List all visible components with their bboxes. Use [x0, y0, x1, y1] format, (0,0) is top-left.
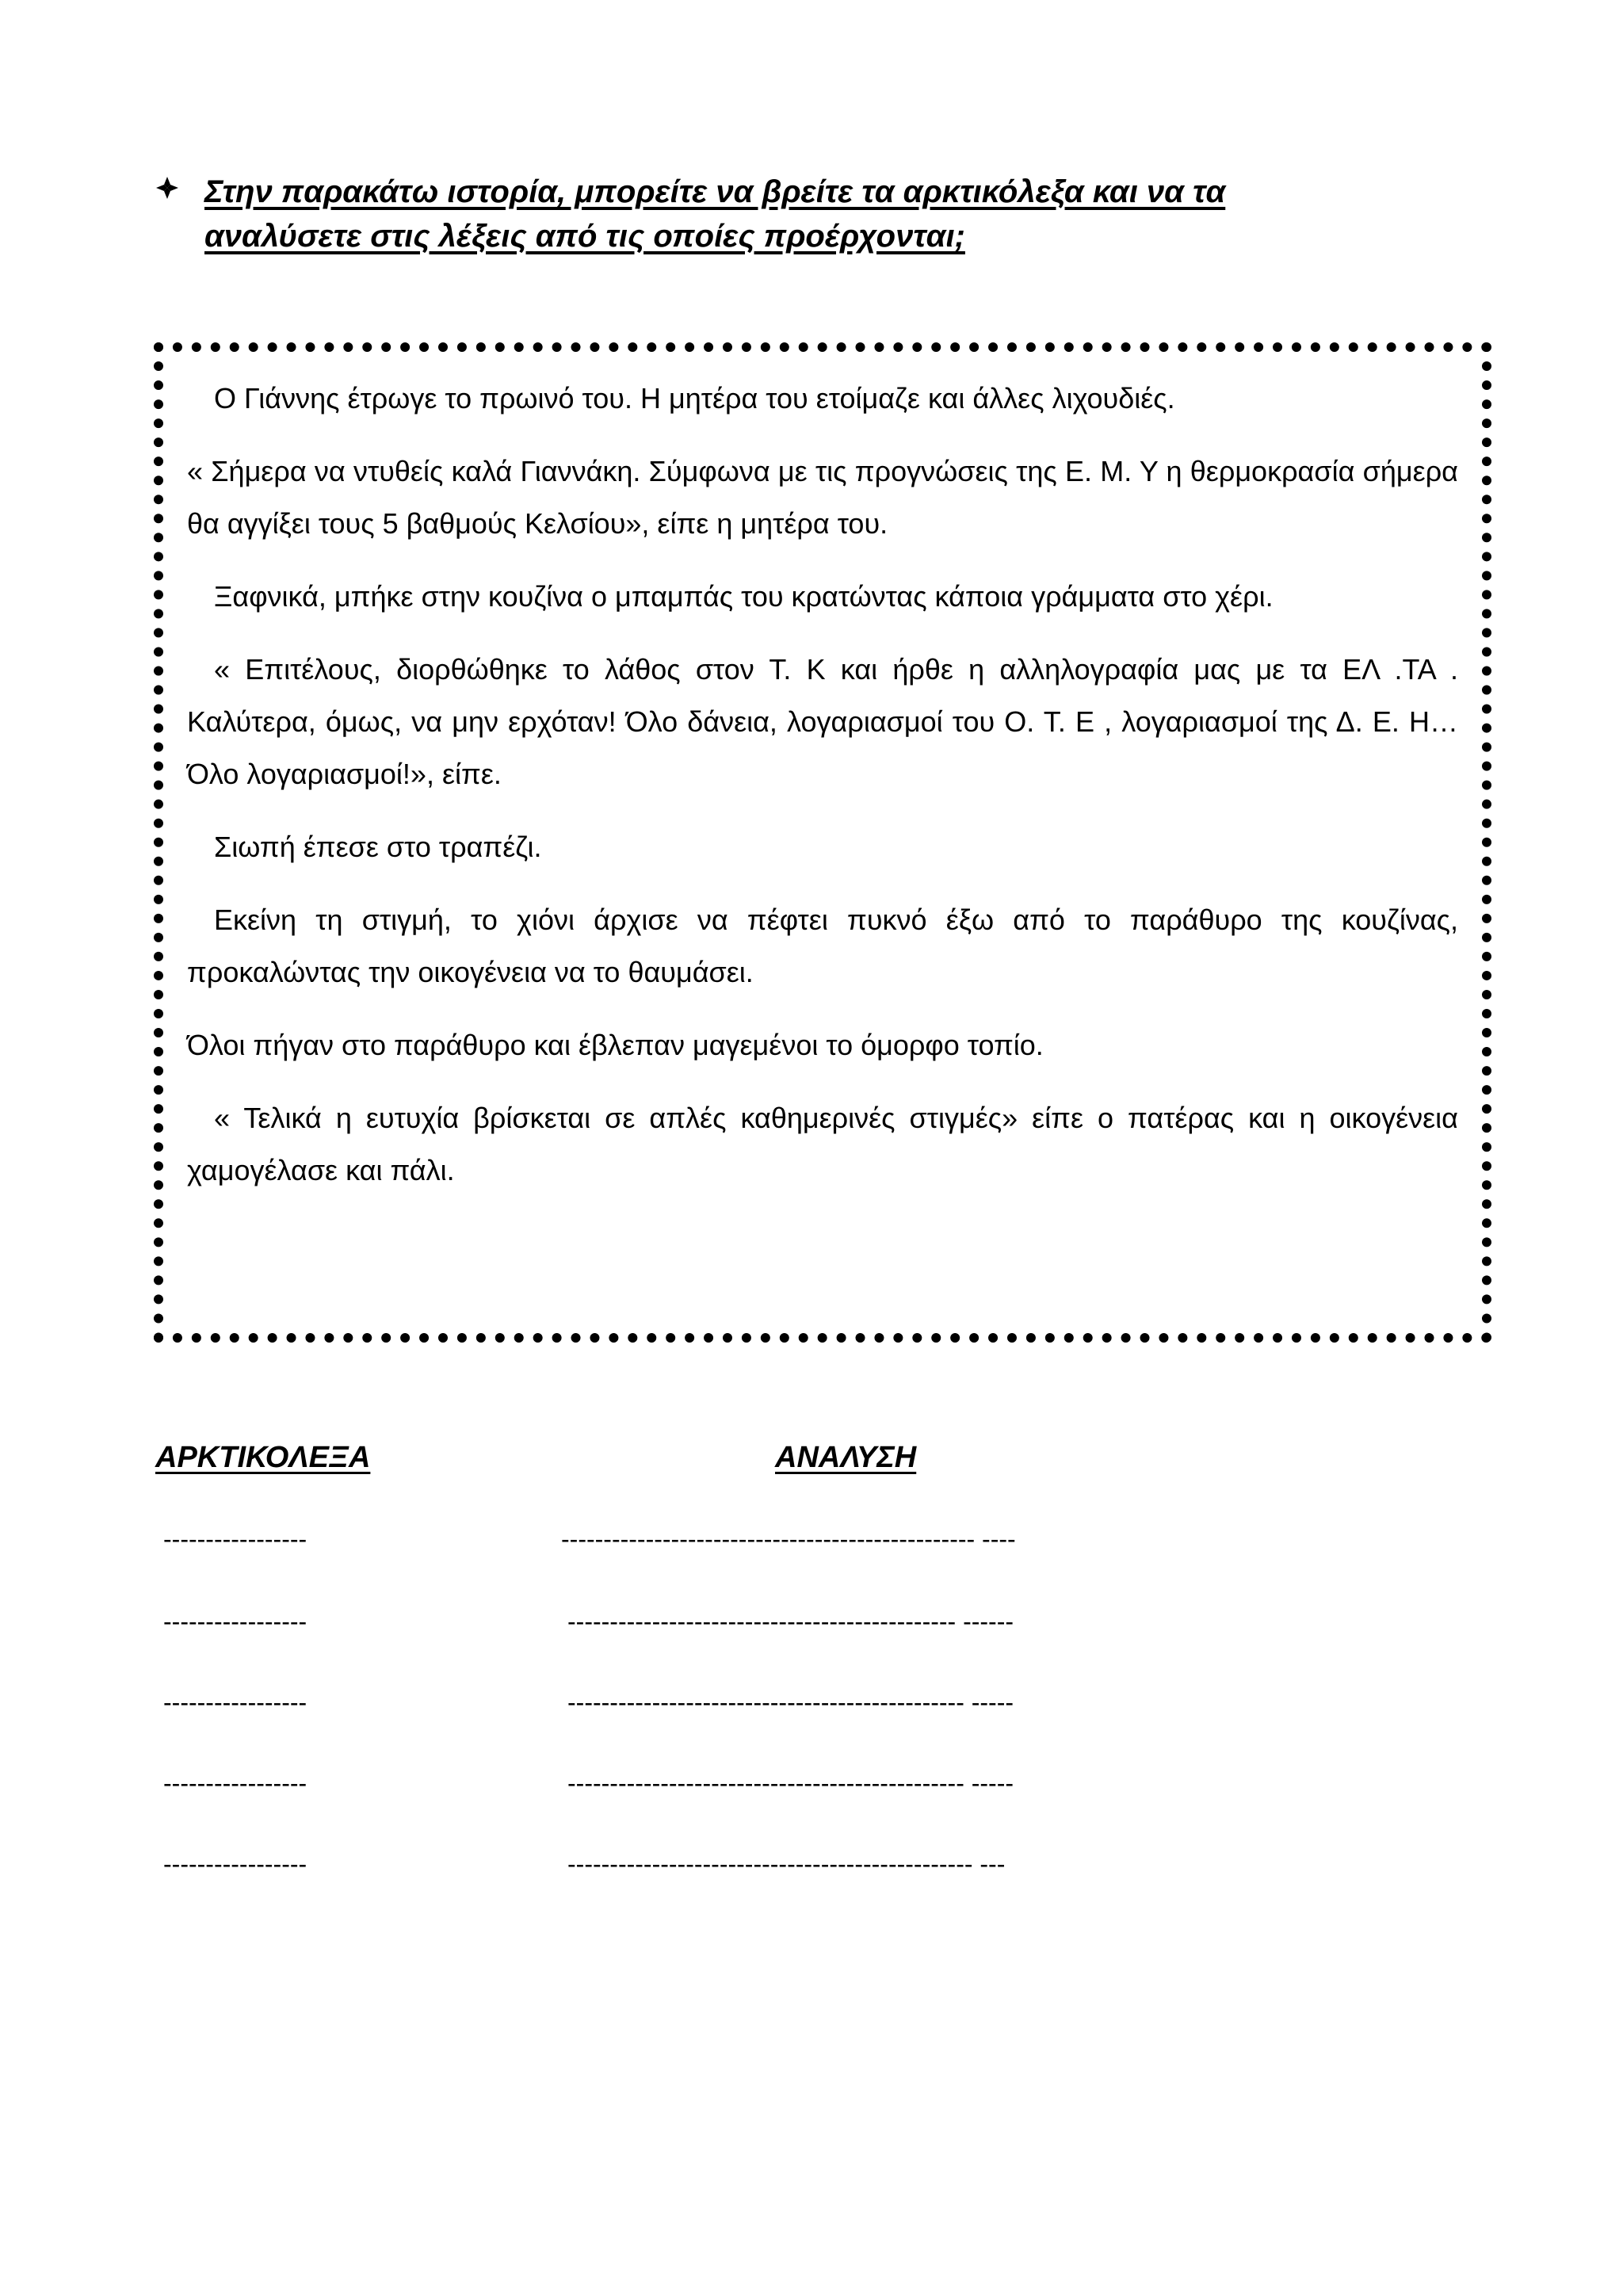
answer-row [0, 1607, 1623, 1647]
story-paragraph: « Τελικά η ευτυχία βρίσκεται σε απλές καθημερινές στιγμές» είπε ο πατέρας και η οικογένεια χαμογέλασε και πάλι. [187, 1102, 1458, 1186]
diamond-bullet-icon [155, 176, 179, 200]
story-paragraph: Σιωπή έπεσε στο τραπέζι. [214, 831, 542, 863]
acronym-blank: ----------------- [163, 1850, 307, 1878]
analysis-blank: ------------------------------------------------- ---- [561, 1525, 1016, 1553]
acronyms-header: ΑΡΚΤΙΚΟΛΕΞΑ [155, 1441, 371, 1474]
story-paragraph: « Επιτέλους, διορθώθηκε το λάθος στον Τ. Κ και ήρθε η αλληλογραφία μας με τα ΕΛ .ΤΑ . Καλύτερα, όμως, να μην ερχόταν! Όλο δάνεια, λογαριασμοί του Ο. Τ. Ε , λογαριασμοί της Δ. Ε. Η… Όλο λογαριασμοί!», είπε. [187, 653, 1458, 790]
acronym-blank: ----------------- [163, 1688, 307, 1717]
instruction-text: Στην παρακάτω ιστορία, μπορείτε να βρείτε τα αρκτικόλεξα και να τα αναλύσετε στις λέξεις από τις οποίες προέρχονται; [204, 174, 1226, 254]
story-paragraph: Όλοι πήγαν στο παράθυρο και έβλεπαν μαγεμένοι το όμορφο τοπίο. [187, 1029, 1044, 1061]
acronym-blank: ----------------- [163, 1769, 307, 1797]
analysis-header: ΑΝΑΛΥΣΗ [775, 1441, 917, 1474]
instruction [155, 170, 1344, 258]
answer-row [0, 1769, 1623, 1809]
answer-row [0, 1525, 1623, 1564]
analysis-blank: ------------------------------------------------ --- [567, 1850, 1006, 1878]
acronym-blank: ----------------- [163, 1525, 307, 1553]
analysis-blank: ----------------------------------------------- ----- [567, 1769, 1014, 1797]
story-paragraph: « Σήμερα να ντυθείς καλά Γιαννάκη. Σύμφωνα με τις προγνώσεις της Ε. Μ. Υ η θερμοκρασία σήμερα θα αγγίξει τους 5 βαθμούς Κελσίου», είπε η μητέρα του. [187, 455, 1458, 540]
acronym-blank: ----------------- [163, 1607, 307, 1636]
story-paragraph: Ξαφνικά, μπήκε στην κουζίνα ο μπαμπάς του κρατώντας κάποια γράμματα στο χέρι. [214, 580, 1274, 613]
answer-row [0, 1688, 1623, 1728]
answer-row [0, 1850, 1623, 1889]
story-paragraph: Ο Γιάννης έτρωγε το πρωινό του. Η μητέρα του ετοίμαζε και άλλες λιχουδιές. [214, 382, 1175, 415]
analysis-blank: ---------------------------------------------- ------ [567, 1607, 1014, 1636]
story-text [187, 372, 1458, 1217]
story-paragraph: Εκείνη τη στιγμή, το χιόνι άρχισε να πέφτει πυκνό έξω από το παράθυρο της κουζίνας, προκαλώντας την οικογένεια να το θαυμάσει. [187, 904, 1458, 988]
analysis-blank: ----------------------------------------------- ----- [567, 1688, 1014, 1717]
story-box [154, 342, 1491, 1343]
